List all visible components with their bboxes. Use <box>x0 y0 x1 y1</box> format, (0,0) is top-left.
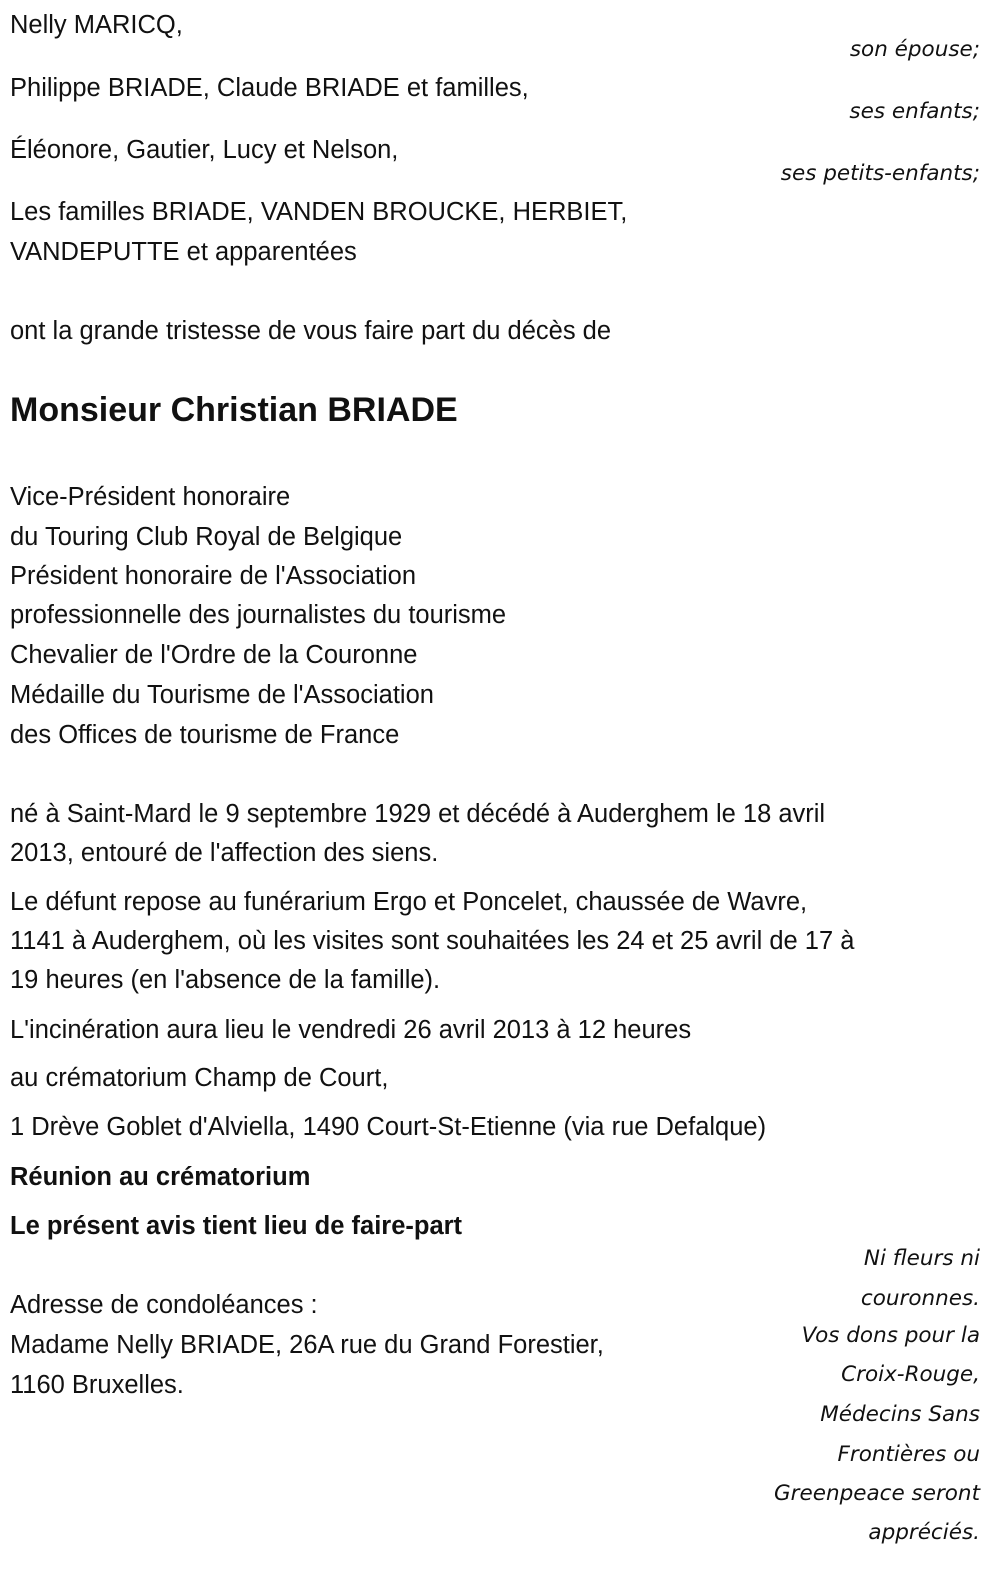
flowers-note-line: couronnes. <box>860 1286 980 1311</box>
spouse-name: Nelly MARICQ, <box>10 11 183 39</box>
flowers-note-line: Vos dons pour la <box>801 1323 980 1348</box>
birth-death-line: né à Saint-Mard le 9 septembre 1929 et décédé à Auderghem le 18 avril <box>10 800 826 828</box>
flowers-note-line: Croix-Rouge, <box>841 1362 980 1387</box>
children-role: ses enfants; <box>849 99 980 124</box>
title-line: Médaille du Tourisme de l'Association <box>10 681 434 709</box>
grandchildren-role: ses petits-enfants; <box>780 161 980 186</box>
condolences-line: 1160 Bruxelles. <box>10 1371 184 1399</box>
title-line: Président honoraire de l'Association <box>10 562 417 590</box>
rest-line: 1141 à Auderghem, où les visites sont souhaitées les 24 et 25 avril de 17 à <box>10 927 855 955</box>
title-line: des Offices de tourisme de France <box>10 721 400 749</box>
condolences-line: Adresse de condoléances : <box>10 1291 318 1319</box>
title-line: Vice-Président honoraire <box>10 483 291 511</box>
rest-line: 19 heures (en l'absence de la famille). <box>10 966 441 994</box>
deceased-name: Monsieur Christian BRIADE <box>10 391 458 429</box>
title-line: professionnelle des journalistes du tourisme <box>10 601 507 629</box>
notice-note: Le présent avis tient lieu de faire-part <box>10 1212 463 1240</box>
flowers-note-line: Greenpeace seront <box>774 1481 980 1506</box>
flowers-note-line: Médecins Sans <box>820 1402 980 1427</box>
birth-death-line: 2013, entouré de l'affection des siens. <box>10 839 439 867</box>
announcement: ont la grande tristesse de vous faire part du décès de <box>10 317 612 345</box>
meeting-note: Réunion au crématorium <box>10 1163 311 1191</box>
families-line: VANDEPUTTE et apparentées <box>10 238 357 266</box>
condolences-line: Madame Nelly BRIADE, 26A rue du Grand Forestier, <box>10 1331 604 1359</box>
flowers-note-line: Frontières ou <box>837 1442 980 1467</box>
families-line: Les familles BRIADE, VANDEN BROUCKE, HERBIET, <box>10 198 628 226</box>
crematorium-address: 1 Drève Goblet d'Alviella, 1490 Court-St-Etienne (via rue Defalque) <box>10 1113 767 1141</box>
grandchildren-names: Éléonore, Gautier, Lucy et Nelson, <box>10 136 399 164</box>
spouse-role: son épouse; <box>849 37 980 62</box>
cremation-info: L'incinération aura lieu le vendredi 26 avril 2013 à 12 heures <box>10 1016 692 1044</box>
flowers-note-line: appréciés. <box>868 1520 980 1545</box>
flowers-note-line: Ni fleurs ni <box>863 1246 980 1271</box>
title-line: Chevalier de l'Ordre de la Couronne <box>10 641 418 669</box>
crematorium-name: au crématorium Champ de Court, <box>10 1064 389 1092</box>
children-names: Philippe BRIADE, Claude BRIADE et familles, <box>10 74 529 102</box>
rest-line: Le défunt repose au funérarium Ergo et Poncelet, chaussée de Wavre, <box>10 888 808 916</box>
title-line: du Touring Club Royal de Belgique <box>10 523 403 551</box>
